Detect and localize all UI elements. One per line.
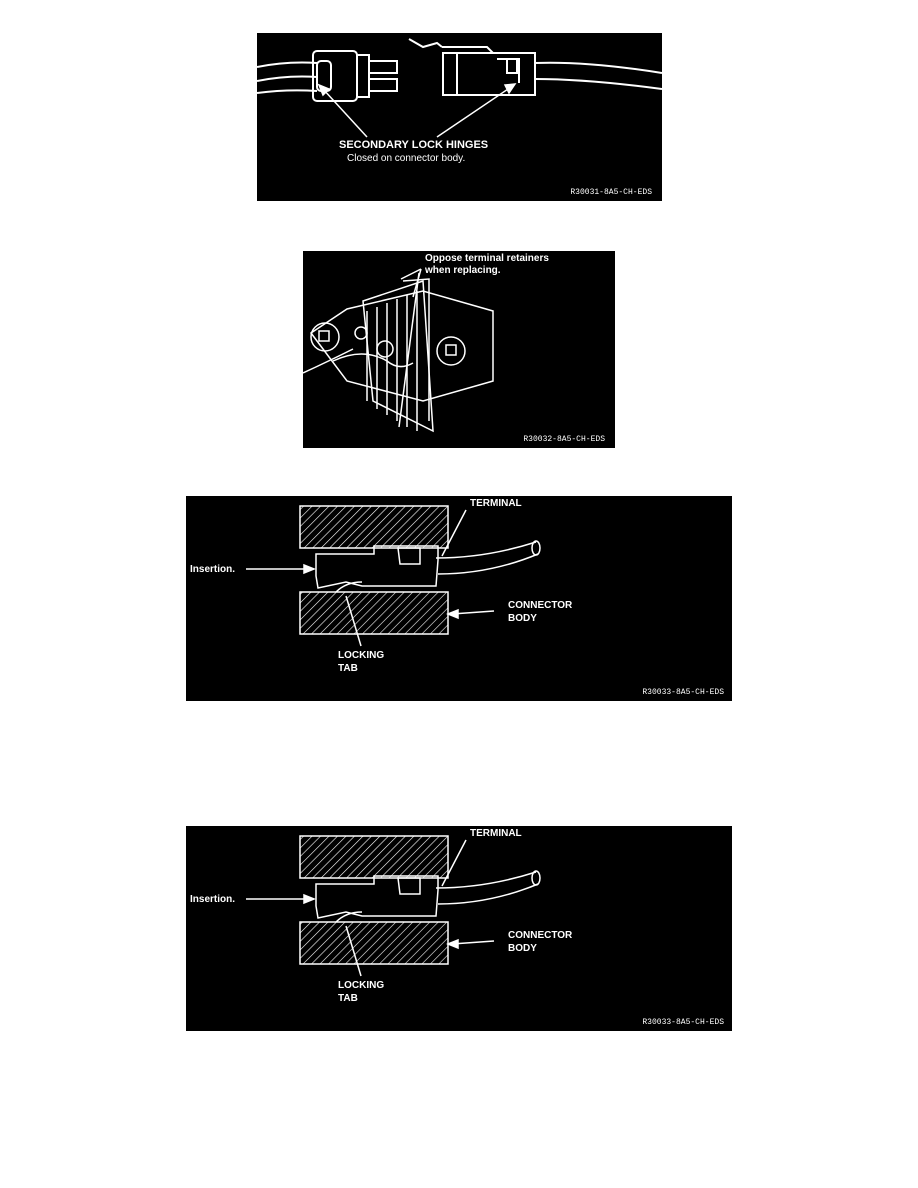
oppose-retainers-label: Oppose terminal retainers (425, 253, 549, 264)
body-label: BODY (508, 613, 537, 624)
when-replacing-label: when replacing. (425, 265, 501, 276)
terminal-label: TERMINAL (470, 828, 522, 839)
insertion-label: Insertion. (190, 564, 236, 575)
body-label: BODY (508, 943, 537, 954)
connector-label: CONNECTOR (508, 930, 573, 941)
figure-terminal-insertion (186, 496, 732, 701)
figure-secondary-lock-hinges (257, 33, 662, 201)
connector-label: CONNECTOR (508, 600, 573, 611)
figure-terminal-retainers (303, 251, 615, 448)
terminal-insertion-illustration (186, 496, 732, 701)
terminal-insertion-illustration (186, 826, 732, 1031)
figure-code: R30033-8A5-CH-EDS (642, 688, 724, 697)
tab-label: TAB (338, 993, 358, 1004)
figure-code: R30031-8A5-CH-EDS (570, 188, 652, 197)
terminal-label: TERMINAL (470, 498, 522, 509)
connector-retainer-illustration (303, 251, 615, 448)
insertion-label: Insertion. (190, 894, 236, 905)
closed-on-body-caption: Closed on connector body. (347, 153, 466, 164)
figure-code: R30033-8A5-CH-EDS (642, 1018, 724, 1027)
secondary-lock-hinges-label: SECONDARY LOCK HINGES (339, 139, 489, 151)
figure-code: R30032-8A5-CH-EDS (523, 435, 605, 444)
connector-illustration (257, 33, 662, 201)
figure-terminal-insertion-repeat (186, 826, 732, 1031)
locking-label: LOCKING (338, 980, 385, 991)
tab-label: TAB (338, 663, 358, 674)
locking-label: LOCKING (338, 650, 385, 661)
